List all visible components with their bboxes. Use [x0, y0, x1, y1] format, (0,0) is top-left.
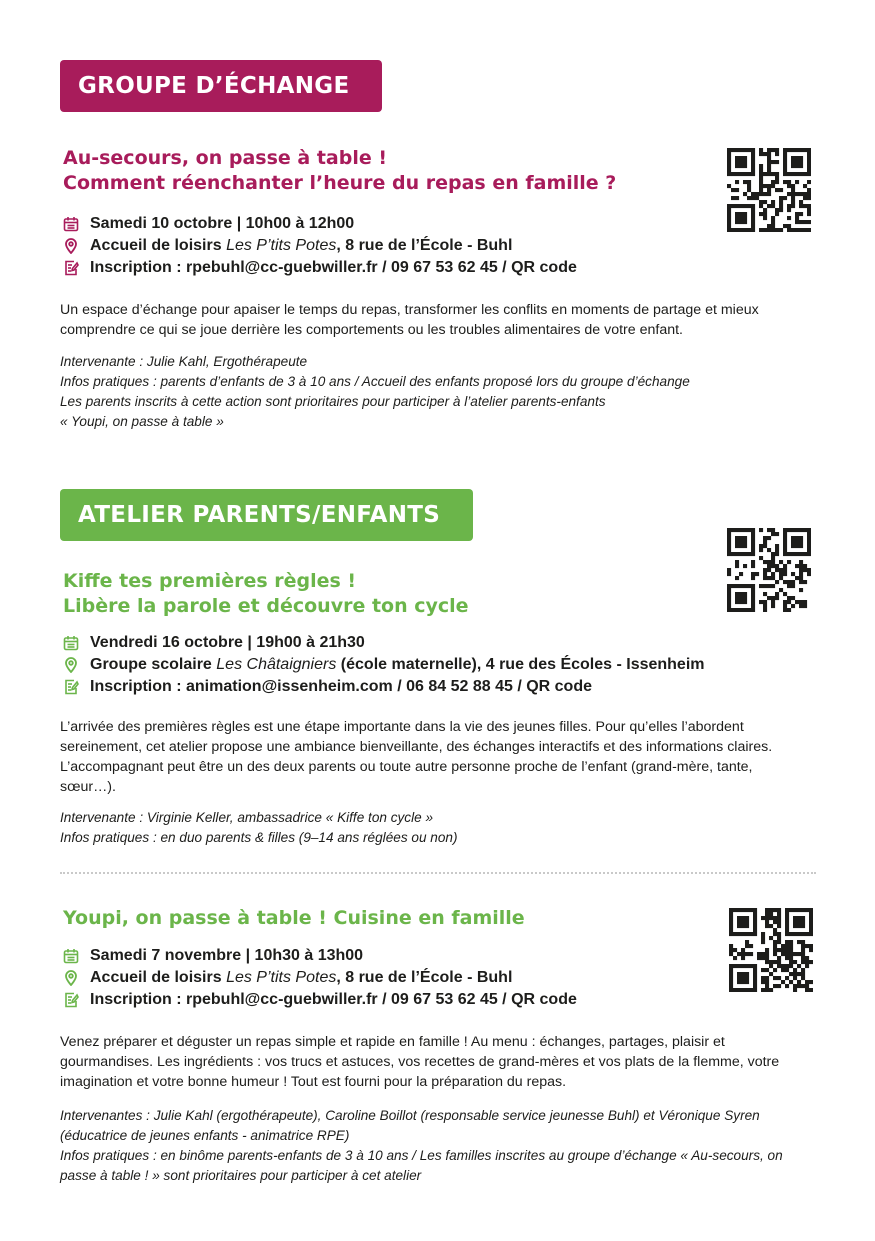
- event-info: [62, 632, 705, 698]
- event-description: L’arrivée des premières règles est une étape importante dans la vie des jeunes filles. Pour qu’elles l’abordent sereinement, cet atelier propose une ambiance bienveillante, des échanges interactifs et des informations claires. L’accompagnant peut être un des deux parents ou toute autre personne proche de l’enfant (grand-mère, tante, sœur…).: [60, 719, 773, 795]
- event-notes: [60, 352, 820, 432]
- note-line: Intervenante : Julie Kahl, Ergothérapeute: [60, 354, 308, 369]
- note-line: Intervenante : Virginie Keller, ambassadrice « Kiffe ton cycle »: [60, 810, 434, 825]
- date-row: [62, 213, 577, 235]
- calendar-icon: [62, 947, 80, 965]
- title-line: Kiffe tes premières règles !: [63, 570, 357, 592]
- date-row: [62, 945, 577, 967]
- event-description: Venez préparer et déguster un repas simple et rapide en famille ! Au menu : échanges, partages, plaisir et gourmandises. Les ingrédients : vos trucs et astuces, vos recettes de grand-mères et vos plats de la flemme, votre imagination et votre bonne humeur ! Tout est fourni pour la préparation du repas.: [60, 1034, 780, 1090]
- event-title: [63, 906, 525, 931]
- qr-code[interactable]: [729, 908, 813, 992]
- note-line: Infos pratiques : en binôme parents-enfants de 3 à 10 ans / Les familles inscrites au groupe d’échange « Au-secours, on passe à table ! » sont prioritaires pour participer à cet atelier: [60, 1148, 783, 1183]
- event-registration: Inscription : animation@issenheim.com / 06 84 52 88 45 / QR code: [90, 678, 592, 695]
- form-icon: [62, 678, 80, 696]
- event-info: [62, 945, 577, 1011]
- title-line: Comment réenchanter l’heure du repas en famille ?: [63, 172, 617, 194]
- calendar-icon: [62, 634, 80, 652]
- event-date: Samedi 7 novembre | 10h30 à 13h00: [90, 947, 364, 964]
- note-line: « Youpi, on passe à table »: [60, 414, 224, 429]
- form-icon: [62, 991, 80, 1009]
- note-line: Les parents inscrits à cette action sont prioritaires pour participer à l’atelier parents-enfants: [60, 394, 606, 409]
- event-location: Groupe scolaire Les Châtaigniers (école maternelle), 4 rue des Écoles - Issenheim: [90, 656, 705, 673]
- section-banner-atelier: [60, 489, 473, 541]
- map-pin-icon: [62, 237, 80, 255]
- calendar-icon: [62, 215, 80, 233]
- registration-row: [62, 676, 705, 698]
- event-location: Accueil de loisirs Les P’tits Potes, 8 rue de l’École - Buhl: [90, 237, 513, 254]
- location-row: [62, 235, 577, 257]
- map-pin-icon: [62, 656, 80, 674]
- event-title: [63, 146, 616, 196]
- location-row: [62, 654, 705, 676]
- event-description: Un espace d’échange pour apaiser le temps du repas, transformer les conflits en moments de partage et mieux comprendre ce qui se joue derrière les comportements ou les troubles alimentaires de votre enfant.: [60, 302, 759, 338]
- section-divider: [60, 872, 816, 874]
- note-line: Infos pratiques : en duo parents & filles (9–14 ans réglées ou non): [60, 830, 458, 845]
- location-row: [62, 967, 577, 989]
- event-notes: [60, 808, 820, 848]
- event-registration: Inscription : rpebuhl@cc-guebwiller.fr / 09 67 53 62 45 / QR code: [90, 991, 577, 1008]
- date-row: [62, 632, 705, 654]
- registration-row: [62, 257, 577, 279]
- banner-label: GROUPE D’ÉCHANGE: [78, 73, 350, 99]
- registration-row: [62, 989, 577, 1011]
- event-notes: [60, 1106, 820, 1186]
- title-line: Youpi, on passe à table ! Cuisine en famille: [63, 907, 525, 929]
- note-line: Intervenantes : Julie Kahl (ergothérapeute), Caroline Boillot (responsable service jeunesse Buhl) et Véronique Syren (éducatrice de jeunes enfants - animatrice RPE): [60, 1108, 760, 1143]
- section-banner-groupe-echange: [60, 60, 382, 112]
- qr-code[interactable]: [727, 148, 811, 232]
- event-registration: Inscription : rpebuhl@cc-guebwiller.fr / 09 67 53 62 45 / QR code: [90, 259, 577, 276]
- event-info: [62, 213, 577, 279]
- event-date: Samedi 10 octobre | 10h00 à 12h00: [90, 215, 355, 232]
- form-icon: [62, 259, 80, 277]
- map-pin-icon: [62, 969, 80, 987]
- event-title: [63, 569, 469, 619]
- qr-code[interactable]: [727, 528, 811, 612]
- event-date: Vendredi 16 octobre | 19h00 à 21h30: [90, 634, 365, 651]
- note-line: Infos pratiques : parents d’enfants de 3 à 10 ans / Accueil des enfants proposé lors du groupe d’échange: [60, 374, 690, 389]
- banner-label: ATELIER PARENTS/ENFANTS: [78, 502, 441, 528]
- title-line: Au-secours, on passe à table !: [63, 147, 388, 169]
- event-location: Accueil de loisirs Les P’tits Potes, 8 rue de l’École - Buhl: [90, 969, 513, 986]
- title-line: Libère la parole et découvre ton cycle: [63, 595, 469, 617]
